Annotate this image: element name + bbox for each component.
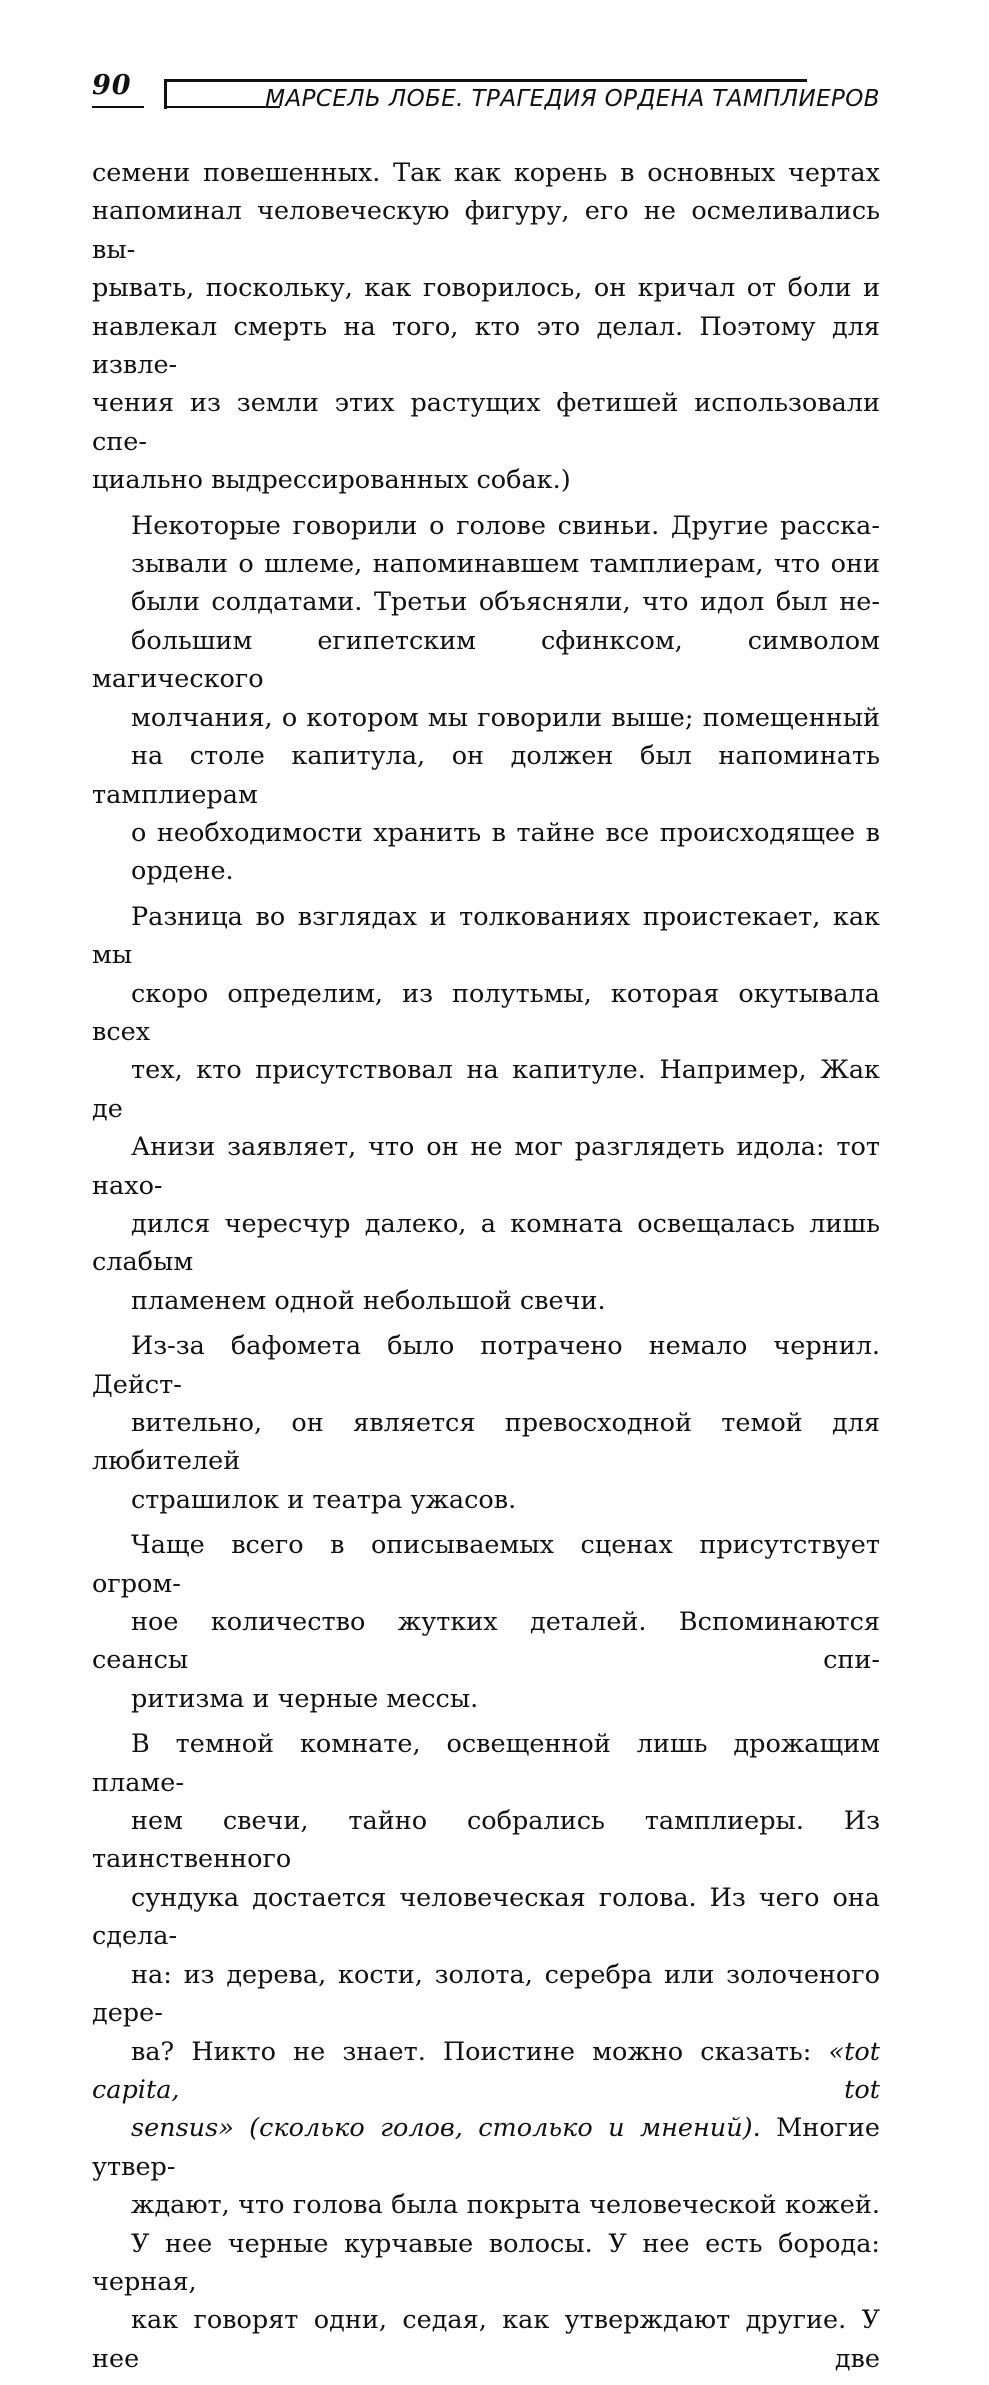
header-rule-under: [167, 106, 280, 108]
header-rule-top: [164, 79, 807, 82]
text-line: Из-за бафомета было потрачено немало чернил. Дейст-: [92, 1331, 880, 1400]
running-title: МАРСЕЛЬ ЛОБЕ. ТРАГЕДИЯ ОРДЕНА ТАМПЛИЕРОВ: [265, 86, 880, 112]
text-line: навлекал смерть на того, кто это делал. Поэтому для извле-: [92, 311, 880, 381]
paragraph: [92, 1526, 880, 1718]
text-line: Некоторые говорили о голове свиньи. Другие расска-: [131, 510, 880, 541]
text-line: скоро определим, из полутьмы, которая окутывала всех: [92, 978, 880, 1047]
text-line: как говорят одни, седая, как утверждают другие. У нее две: [92, 2305, 880, 2374]
text-line: семени повешенных. Так как корень в основных чертах: [92, 158, 880, 188]
text-line: тех, кто присутствовал на капитуле. Например, Жак де: [92, 1055, 880, 1124]
text-segment: ва? Никто не знает. Поистине можно сказать:: [131, 2036, 829, 2067]
paragraph: [92, 507, 880, 891]
text-line: были солдатами. Третьи объясняли, что идол был не-: [131, 587, 880, 618]
text-line: пламенем одной небольшой свечи.: [131, 1285, 606, 1316]
text-line: У нее черные курчавые волосы. У нее есть борода: черная,: [92, 2228, 880, 2297]
text-line: Чаще всего в описываемых сценах присутствует огром-: [92, 1530, 880, 1599]
text-line: напоминал человеческую фигуру, его не осмеливались вы-: [92, 196, 880, 265]
text-line: В темной комнате, освещенной лишь дрожащим пламе-: [92, 1729, 880, 1798]
text-line: вительно, он является превосходной темой для любителей: [92, 1408, 880, 1477]
latin-quote: «tot capita, tot: [92, 2036, 880, 2105]
text-line: ритизма и черные мессы.: [131, 1683, 479, 1714]
text-line: дился чересчур далеко, а комната освещалась лишь слабым: [92, 1208, 880, 1278]
text-line: Разница во взглядах и толкованиях проистекает, как мы: [92, 901, 880, 971]
text-line: [92, 2033, 880, 2110]
header-rule-left: [92, 106, 144, 108]
text-line: о необходимости хранить в тайне все происходящее в: [131, 817, 880, 848]
text-line: на: из дерева, кости, золота, серебра или золоченого дере-: [92, 1959, 880, 2029]
text-line: сундука достается человеческая голова. Из чего она сдела-: [92, 1882, 880, 1952]
text-line: ное количество жутких деталей. Вспоминаются сеансы спи-: [92, 1607, 880, 1676]
paragraph: [92, 898, 880, 1320]
text-line: большим египетским сфинксом, символом магического: [92, 625, 880, 695]
text-line: ордене.: [131, 856, 234, 887]
text-segment: . Многие утвер-: [92, 2113, 880, 2182]
text-line: ждают, что голова была покрыта человеческой кожей.: [131, 2190, 880, 2221]
text-line: циально выдрессированных собак.): [92, 465, 571, 496]
page-header: [92, 70, 880, 120]
text-line: чения из земли этих растущих фетишей использовали спе-: [92, 388, 880, 457]
latin-quote-translation: sensus» (сколько голов, столько и мнений): [131, 2113, 753, 2144]
text-line: рывать, поскольку, как говорилось, он кричал от боли и: [92, 273, 880, 304]
page-number: 90: [92, 70, 132, 101]
body-text: [92, 154, 880, 2385]
text-line: [92, 2109, 880, 2186]
paragraph: [92, 154, 880, 500]
text-line: зывали о шлеме, напоминавшем тамплиерам, что они: [131, 549, 880, 580]
paragraph: [92, 1725, 880, 2378]
text-line: молчания, о котором мы говорили выше; помещенный: [131, 702, 880, 733]
text-line: нем свечи, тайно собрались тамплиеры. Из таинственного: [92, 1806, 880, 1875]
header-bracket-vertical: [164, 79, 167, 109]
text-line: Анизи заявляет, что он не мог разглядеть идола: тот нахо-: [92, 1132, 880, 1201]
text-line: на столе капитула, он должен был напоминать тамплиерам: [92, 741, 880, 810]
paragraph: [92, 1327, 880, 1519]
text-line: страшилок и театра ужасов.: [131, 1484, 517, 1515]
